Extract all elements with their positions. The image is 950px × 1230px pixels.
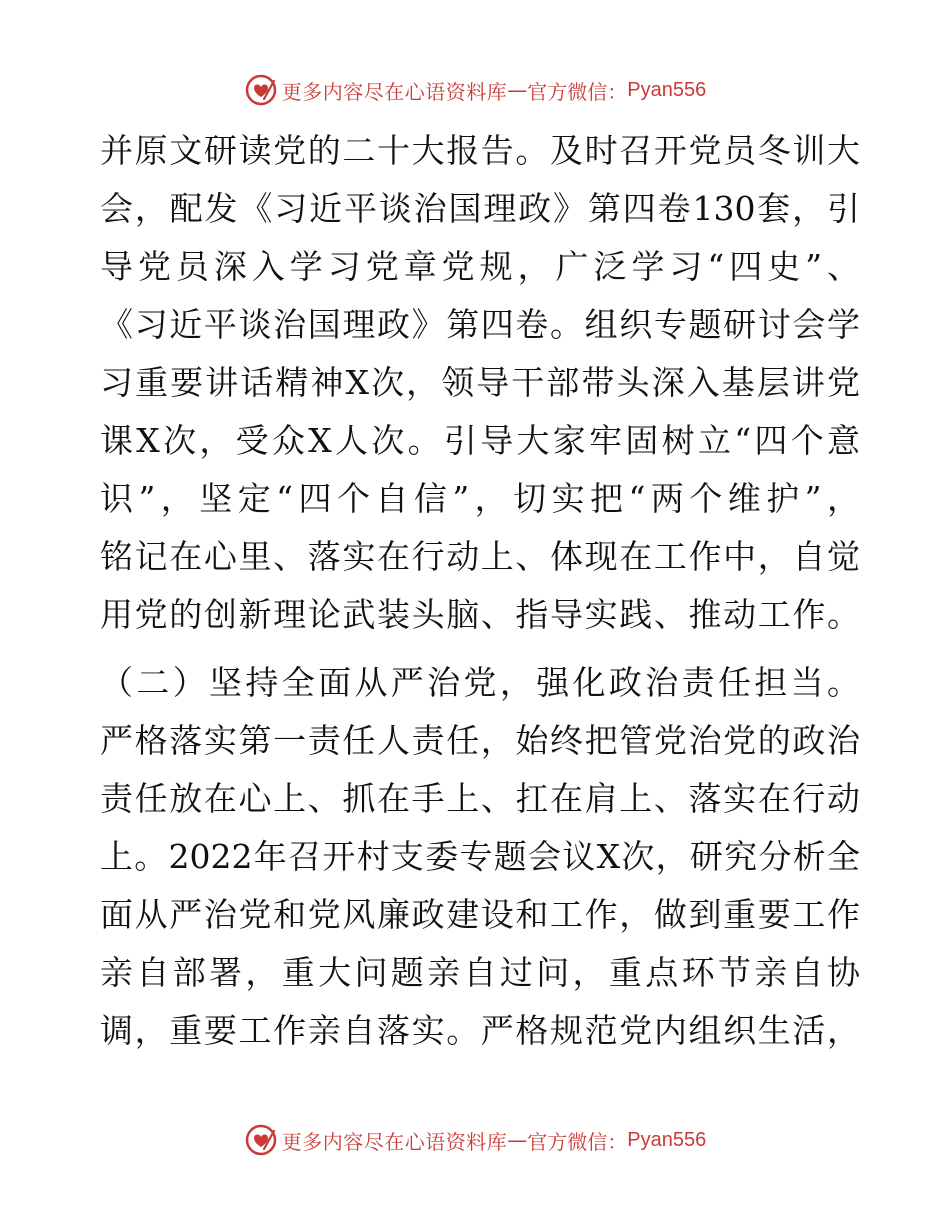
watermark-footer: [0, 1120, 950, 1160]
text-line: 并原文研读党的二十大报告。及时召开党员冬训大: [100, 131, 860, 170]
text-line: 习重要讲话精神X次，领导干部带头深入基层讲党: [100, 363, 860, 402]
watermark-wechat-label: 官方微信：: [527, 79, 628, 104]
text-line: 责任放在心上、抓在手上、扛在肩上、落实在行动: [100, 779, 860, 818]
section-heading: （二）坚持全面从严治党，强化政治责任担当。: [100, 663, 860, 702]
text-line: 《习近平谈治国理政》第四卷。组织专题研讨会学: [100, 305, 860, 344]
document-body: [100, 122, 860, 1060]
text-line: 上。2022年召开村支委专题会议X次，研究分析全: [100, 837, 860, 876]
text-line: 亲自部署，重大问题亲自过问，重点环节亲自协: [100, 953, 860, 992]
watermark-site-name: 更多内容尽在心语资料库: [281, 1129, 508, 1154]
watermark-separator: —: [507, 1128, 528, 1152]
text-line: 严格落实第一责任人责任，始终把管党治党的政治: [100, 721, 860, 760]
text-line: 面从严治党和党风廉政建设和工作，做到重要工作: [100, 895, 860, 934]
text-line: 导党员深入学习党章党规，广泛学习“四史”、: [100, 247, 860, 286]
text-line: 会，配发《习近平谈治国理政》第四卷130套，引: [100, 189, 860, 228]
watermark-header: [0, 70, 950, 110]
watermark-wechat-id: Pyan556: [627, 1128, 707, 1151]
heart-pen-logo-icon: [244, 1123, 278, 1157]
text-line: 用党的创新理论武装头脑、指导实践、推动工作。: [100, 595, 860, 634]
heart-pen-logo-icon: [244, 73, 278, 107]
watermark-wechat-id: Pyan556: [627, 78, 707, 101]
watermark-site-name: 更多内容尽在心语资料库: [281, 79, 508, 104]
text-line: 调，重要工作亲自落实。严格规范党内组织生活，: [100, 1011, 860, 1050]
text-line: 课X次，受众X人次。引导大家牢固树立“四个意: [100, 421, 860, 460]
text-line: 铭记在心里、落实在行动上、体现在工作中，自觉: [100, 537, 860, 576]
watermark-separator: —: [507, 78, 528, 102]
text-line: 识”，坚定“四个自信”，切实把“两个维护”，: [100, 479, 860, 518]
watermark-wechat-label: 官方微信：: [527, 1129, 628, 1154]
